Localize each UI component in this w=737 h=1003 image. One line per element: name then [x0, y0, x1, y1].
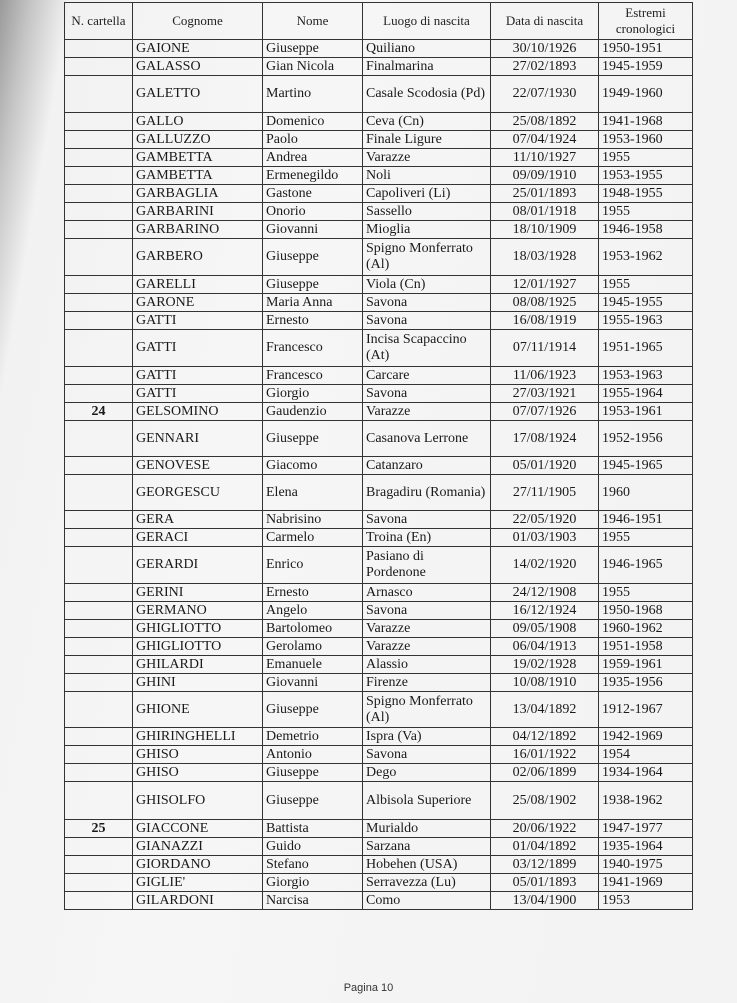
luogo-cell: Bragadiru (Romania)	[363, 475, 491, 511]
estremi-cell: 1934-1964	[599, 764, 693, 782]
luogo-cell: Carcare	[363, 367, 491, 385]
luogo-cell: Finale Ligure	[363, 131, 491, 149]
num-cell	[65, 294, 133, 312]
table-row	[65, 475, 693, 511]
data-cell: 16/12/1924	[491, 602, 599, 620]
nome-cell: Giuseppe	[263, 239, 363, 276]
table-row	[65, 782, 693, 820]
nome-cell: Enrico	[263, 547, 363, 584]
estremi-cell: 1951-1965	[599, 330, 693, 367]
cognome-cell: GAMBETTA	[133, 149, 263, 167]
nome-cell: Ermenegildo	[263, 167, 363, 185]
data-cell: 11/10/1927	[491, 149, 599, 167]
luogo-cell: Troina (En)	[363, 529, 491, 547]
data-cell: 27/02/1893	[491, 58, 599, 76]
table-row	[65, 874, 693, 892]
luogo-cell: Varazze	[363, 403, 491, 421]
nome-cell: Giorgio	[263, 385, 363, 403]
cognome-cell: GALETTO	[133, 76, 263, 113]
data-cell: 30/10/1926	[491, 40, 599, 58]
num-cell	[65, 185, 133, 203]
cognome-cell: GEORGESCU	[133, 475, 263, 511]
cognome-cell: GATTI	[133, 385, 263, 403]
header-nome: Nome	[263, 3, 363, 40]
cognome-cell: GHIRINGHELLI	[133, 728, 263, 746]
data-cell: 27/11/1905	[491, 475, 599, 511]
nome-cell: Gerolamo	[263, 638, 363, 656]
data-cell: 16/01/1922	[491, 746, 599, 764]
luogo-cell: Pasiano di Pordenone	[363, 547, 491, 584]
num-cell	[65, 239, 133, 276]
table-row	[65, 457, 693, 475]
luogo-cell: Finalmarina	[363, 58, 491, 76]
num-cell: 24	[65, 403, 133, 421]
luogo-cell: Incisa Scapaccino (At)	[363, 330, 491, 367]
table-row	[65, 385, 693, 403]
nome-cell: Nabrisino	[263, 511, 363, 529]
nome-cell: Giuseppe	[263, 782, 363, 820]
cognome-cell: GIANAZZI	[133, 838, 263, 856]
num-cell	[65, 113, 133, 131]
estremi-cell: 1955	[599, 203, 693, 221]
cognome-cell: GHISO	[133, 746, 263, 764]
table-row	[65, 58, 693, 76]
estremi-cell: 1953-1961	[599, 403, 693, 421]
num-cell	[65, 221, 133, 239]
luogo-cell: Mioglia	[363, 221, 491, 239]
nome-cell: Gaudenzio	[263, 403, 363, 421]
table-row	[65, 221, 693, 239]
data-cell: 20/06/1922	[491, 820, 599, 838]
estremi-cell: 1954	[599, 746, 693, 764]
cognome-cell: GATTI	[133, 367, 263, 385]
table-row	[65, 312, 693, 330]
table-row	[65, 203, 693, 221]
estremi-cell: 1955	[599, 584, 693, 602]
table-row	[65, 638, 693, 656]
num-cell	[65, 856, 133, 874]
nome-cell: Antonio	[263, 746, 363, 764]
data-cell: 19/02/1928	[491, 656, 599, 674]
cognome-cell: GAMBETTA	[133, 167, 263, 185]
luogo-cell: Murialdo	[363, 820, 491, 838]
table-row	[65, 529, 693, 547]
luogo-cell: Savona	[363, 312, 491, 330]
nome-cell: Domenico	[263, 113, 363, 131]
estremi-cell: 1955	[599, 149, 693, 167]
table-row	[65, 76, 693, 113]
table-row	[65, 131, 693, 149]
cognome-cell: GARELLI	[133, 276, 263, 294]
table-row	[65, 167, 693, 185]
luogo-cell: Quiliano	[363, 40, 491, 58]
estremi-cell: 1935-1956	[599, 674, 693, 692]
nome-cell: Giuseppe	[263, 276, 363, 294]
num-cell	[65, 131, 133, 149]
table-row	[65, 656, 693, 674]
data-cell: 05/01/1920	[491, 457, 599, 475]
table-row	[65, 820, 693, 838]
luogo-cell: Casale Scodosia (Pd)	[363, 76, 491, 113]
registry-table	[64, 2, 693, 910]
num-cell	[65, 620, 133, 638]
estremi-cell: 1960	[599, 475, 693, 511]
data-cell: 07/11/1914	[491, 330, 599, 367]
table-row	[65, 113, 693, 131]
nome-cell: Elena	[263, 475, 363, 511]
cognome-cell: GHILARDI	[133, 656, 263, 674]
table-row	[65, 367, 693, 385]
nome-cell: Stefano	[263, 856, 363, 874]
nome-cell: Demetrio	[263, 728, 363, 746]
estremi-cell: 1959-1961	[599, 656, 693, 674]
nome-cell: Giuseppe	[263, 764, 363, 782]
estremi-cell: 1953-1955	[599, 167, 693, 185]
luogo-cell: Sarzana	[363, 838, 491, 856]
table-row	[65, 746, 693, 764]
num-cell: 25	[65, 820, 133, 838]
num-cell	[65, 874, 133, 892]
estremi-cell: 1945-1959	[599, 58, 693, 76]
cognome-cell: GHINI	[133, 674, 263, 692]
table-row	[65, 674, 693, 692]
nome-cell: Gastone	[263, 185, 363, 203]
header-num: N. cartella	[65, 3, 133, 40]
cognome-cell: GARBARINO	[133, 221, 263, 239]
data-cell: 22/07/1930	[491, 76, 599, 113]
estremi-cell: 1946-1951	[599, 511, 693, 529]
estremi-cell: 1941-1968	[599, 113, 693, 131]
data-cell: 18/10/1909	[491, 221, 599, 239]
cognome-cell: GARONE	[133, 294, 263, 312]
table-row	[65, 728, 693, 746]
estremi-cell: 1960-1962	[599, 620, 693, 638]
nome-cell: Onorio	[263, 203, 363, 221]
table-row	[65, 403, 693, 421]
cognome-cell: GHIGLIOTTO	[133, 638, 263, 656]
luogo-cell: Varazze	[363, 620, 491, 638]
cognome-cell: GENNARI	[133, 421, 263, 457]
data-cell: 16/08/1919	[491, 312, 599, 330]
data-cell: 01/04/1892	[491, 838, 599, 856]
nome-cell: Martino	[263, 76, 363, 113]
luogo-cell: Viola (Cn)	[363, 276, 491, 294]
page-number: Pagina 10	[343, 982, 394, 994]
num-cell	[65, 838, 133, 856]
luogo-cell: Ceva (Cn)	[363, 113, 491, 131]
nome-cell: Paolo	[263, 131, 363, 149]
nome-cell: Giacomo	[263, 457, 363, 475]
luogo-cell: Savona	[363, 294, 491, 312]
data-cell: 04/12/1892	[491, 728, 599, 746]
data-cell: 10/08/1910	[491, 674, 599, 692]
estremi-cell: 1953-1962	[599, 239, 693, 276]
table-row	[65, 40, 693, 58]
data-cell: 22/05/1920	[491, 511, 599, 529]
cognome-cell: GERARDI	[133, 547, 263, 584]
nome-cell: Francesco	[263, 367, 363, 385]
table-row	[65, 838, 693, 856]
num-cell	[65, 674, 133, 692]
luogo-cell: Serravezza (Lu)	[363, 874, 491, 892]
num-cell	[65, 892, 133, 910]
num-cell	[65, 728, 133, 746]
luogo-cell: Alassio	[363, 656, 491, 674]
luogo-cell: Spigno Monferrato (Al)	[363, 239, 491, 276]
luogo-cell: Sassello	[363, 203, 491, 221]
cognome-cell: GERMANO	[133, 602, 263, 620]
cognome-cell: GAIONE	[133, 40, 263, 58]
estremi-cell: 1950-1951	[599, 40, 693, 58]
num-cell	[65, 692, 133, 728]
luogo-cell: Como	[363, 892, 491, 910]
estremi-cell: 1953-1963	[599, 367, 693, 385]
estremi-cell: 1935-1964	[599, 838, 693, 856]
cognome-cell: GARBARINI	[133, 203, 263, 221]
cognome-cell: GHISOLFO	[133, 782, 263, 820]
luogo-cell: Savona	[363, 602, 491, 620]
estremi-cell: 1940-1975	[599, 856, 693, 874]
table-row	[65, 584, 693, 602]
num-cell	[65, 203, 133, 221]
luogo-cell: Hobehen (USA)	[363, 856, 491, 874]
cognome-cell: GHISO	[133, 764, 263, 782]
estremi-cell: 1949-1960	[599, 76, 693, 113]
cognome-cell: GERA	[133, 511, 263, 529]
data-cell: 27/03/1921	[491, 385, 599, 403]
num-cell	[65, 167, 133, 185]
data-cell: 06/04/1913	[491, 638, 599, 656]
data-cell: 13/04/1900	[491, 892, 599, 910]
data-cell: 08/08/1925	[491, 294, 599, 312]
num-cell	[65, 584, 133, 602]
cognome-cell: GATTI	[133, 330, 263, 367]
luogo-cell: Ispra (Va)	[363, 728, 491, 746]
num-cell	[65, 529, 133, 547]
table-row	[65, 620, 693, 638]
table-row	[65, 511, 693, 529]
luogo-cell: Varazze	[363, 149, 491, 167]
cognome-cell: GELSOMINO	[133, 403, 263, 421]
estremi-cell: 1945-1955	[599, 294, 693, 312]
cognome-cell: GILARDONI	[133, 892, 263, 910]
num-cell	[65, 457, 133, 475]
estremi-cell: 1941-1969	[599, 874, 693, 892]
data-cell: 17/08/1924	[491, 421, 599, 457]
cognome-cell: GHIGLIOTTO	[133, 620, 263, 638]
num-cell	[65, 547, 133, 584]
num-cell	[65, 58, 133, 76]
luogo-cell: Albisola Superiore	[363, 782, 491, 820]
data-cell: 07/04/1924	[491, 131, 599, 149]
estremi-cell: 1946-1965	[599, 547, 693, 584]
cognome-cell: GARBERO	[133, 239, 263, 276]
cognome-cell: GERACI	[133, 529, 263, 547]
nome-cell: Carmelo	[263, 529, 363, 547]
nome-cell: Emanuele	[263, 656, 363, 674]
data-cell: 12/01/1927	[491, 276, 599, 294]
table-row	[65, 294, 693, 312]
cognome-cell: GALASSO	[133, 58, 263, 76]
header-estremi: Estremi cronologici	[599, 3, 693, 40]
nome-cell: Francesco	[263, 330, 363, 367]
estremi-cell: 1912-1967	[599, 692, 693, 728]
cognome-cell: GIACCONE	[133, 820, 263, 838]
nome-cell: Giovanni	[263, 674, 363, 692]
data-cell: 11/06/1923	[491, 367, 599, 385]
header-luogo: Luogo di nascita	[363, 3, 491, 40]
estremi-cell: 1948-1955	[599, 185, 693, 203]
nome-cell: Battista	[263, 820, 363, 838]
cognome-cell: GATTI	[133, 312, 263, 330]
data-cell: 02/06/1899	[491, 764, 599, 782]
estremi-cell: 1955	[599, 276, 693, 294]
num-cell	[65, 385, 133, 403]
nome-cell: Giorgio	[263, 874, 363, 892]
num-cell	[65, 149, 133, 167]
luogo-cell: Savona	[363, 385, 491, 403]
num-cell	[65, 276, 133, 294]
header-row	[65, 3, 693, 40]
num-cell	[65, 511, 133, 529]
estremi-cell: 1950-1968	[599, 602, 693, 620]
table-row	[65, 692, 693, 728]
data-cell: 25/01/1893	[491, 185, 599, 203]
table-row	[65, 185, 693, 203]
luogo-cell: Dego	[363, 764, 491, 782]
nome-cell: Giovanni	[263, 221, 363, 239]
data-cell: 09/05/1908	[491, 620, 599, 638]
luogo-cell: Noli	[363, 167, 491, 185]
data-cell: 09/09/1910	[491, 167, 599, 185]
num-cell	[65, 764, 133, 782]
estremi-cell: 1955-1963	[599, 312, 693, 330]
data-cell: 24/12/1908	[491, 584, 599, 602]
cognome-cell: GENOVESE	[133, 457, 263, 475]
luogo-cell: Savona	[363, 746, 491, 764]
data-cell: 01/03/1903	[491, 529, 599, 547]
table-row	[65, 149, 693, 167]
estremi-cell: 1942-1969	[599, 728, 693, 746]
estremi-cell: 1947-1977	[599, 820, 693, 838]
estremi-cell: 1946-1958	[599, 221, 693, 239]
estremi-cell: 1945-1965	[599, 457, 693, 475]
table-row	[65, 547, 693, 584]
luogo-cell: Savona	[363, 511, 491, 529]
num-cell	[65, 40, 133, 58]
luogo-cell: Catanzaro	[363, 457, 491, 475]
data-cell: 07/07/1926	[491, 403, 599, 421]
estremi-cell: 1955	[599, 529, 693, 547]
data-cell: 05/01/1893	[491, 874, 599, 892]
table-row	[65, 276, 693, 294]
nome-cell: Bartolomeo	[263, 620, 363, 638]
cognome-cell: GARBAGLIA	[133, 185, 263, 203]
num-cell	[65, 656, 133, 674]
num-cell	[65, 475, 133, 511]
num-cell	[65, 330, 133, 367]
estremi-cell: 1955-1964	[599, 385, 693, 403]
num-cell	[65, 782, 133, 820]
num-cell	[65, 638, 133, 656]
table-row	[65, 330, 693, 367]
estremi-cell: 1953	[599, 892, 693, 910]
nome-cell: Giuseppe	[263, 692, 363, 728]
nome-cell: Narcisa	[263, 892, 363, 910]
nome-cell: Ernesto	[263, 312, 363, 330]
data-cell: 14/02/1920	[491, 547, 599, 584]
table-row	[65, 602, 693, 620]
table-row	[65, 421, 693, 457]
cognome-cell: GIORDANO	[133, 856, 263, 874]
nome-cell: Andrea	[263, 149, 363, 167]
num-cell	[65, 746, 133, 764]
table-row	[65, 239, 693, 276]
cognome-cell: GHIONE	[133, 692, 263, 728]
num-cell	[65, 76, 133, 113]
num-cell	[65, 367, 133, 385]
cognome-cell: GIGLIE'	[133, 874, 263, 892]
luogo-cell: Capoliveri (Li)	[363, 185, 491, 203]
nome-cell: Giuseppe	[263, 40, 363, 58]
luogo-cell: Firenze	[363, 674, 491, 692]
data-cell: 18/03/1928	[491, 239, 599, 276]
nome-cell: Giuseppe	[263, 421, 363, 457]
data-cell: 08/01/1918	[491, 203, 599, 221]
table-row	[65, 764, 693, 782]
cognome-cell: GALLUZZO	[133, 131, 263, 149]
header-data: Data di nascita	[491, 3, 599, 40]
num-cell	[65, 312, 133, 330]
data-cell: 25/08/1902	[491, 782, 599, 820]
nome-cell: Maria Anna	[263, 294, 363, 312]
estremi-cell: 1938-1962	[599, 782, 693, 820]
estremi-cell: 1952-1956	[599, 421, 693, 457]
data-cell: 13/04/1892	[491, 692, 599, 728]
luogo-cell: Varazze	[363, 638, 491, 656]
luogo-cell: Spigno Monferrato (Al)	[363, 692, 491, 728]
table-row	[65, 892, 693, 910]
luogo-cell: Arnasco	[363, 584, 491, 602]
luogo-cell: Casanova Lerrone	[363, 421, 491, 457]
estremi-cell: 1951-1958	[599, 638, 693, 656]
nome-cell: Guido	[263, 838, 363, 856]
cognome-cell: GALLO	[133, 113, 263, 131]
header-cognome: Cognome	[133, 3, 263, 40]
data-cell: 03/12/1899	[491, 856, 599, 874]
data-cell: 25/08/1892	[491, 113, 599, 131]
nome-cell: Angelo	[263, 602, 363, 620]
nome-cell: Gian Nicola	[263, 58, 363, 76]
nome-cell: Ernesto	[263, 584, 363, 602]
num-cell	[65, 421, 133, 457]
cognome-cell: GERINI	[133, 584, 263, 602]
num-cell	[65, 602, 133, 620]
table-row	[65, 856, 693, 874]
estremi-cell: 1953-1960	[599, 131, 693, 149]
